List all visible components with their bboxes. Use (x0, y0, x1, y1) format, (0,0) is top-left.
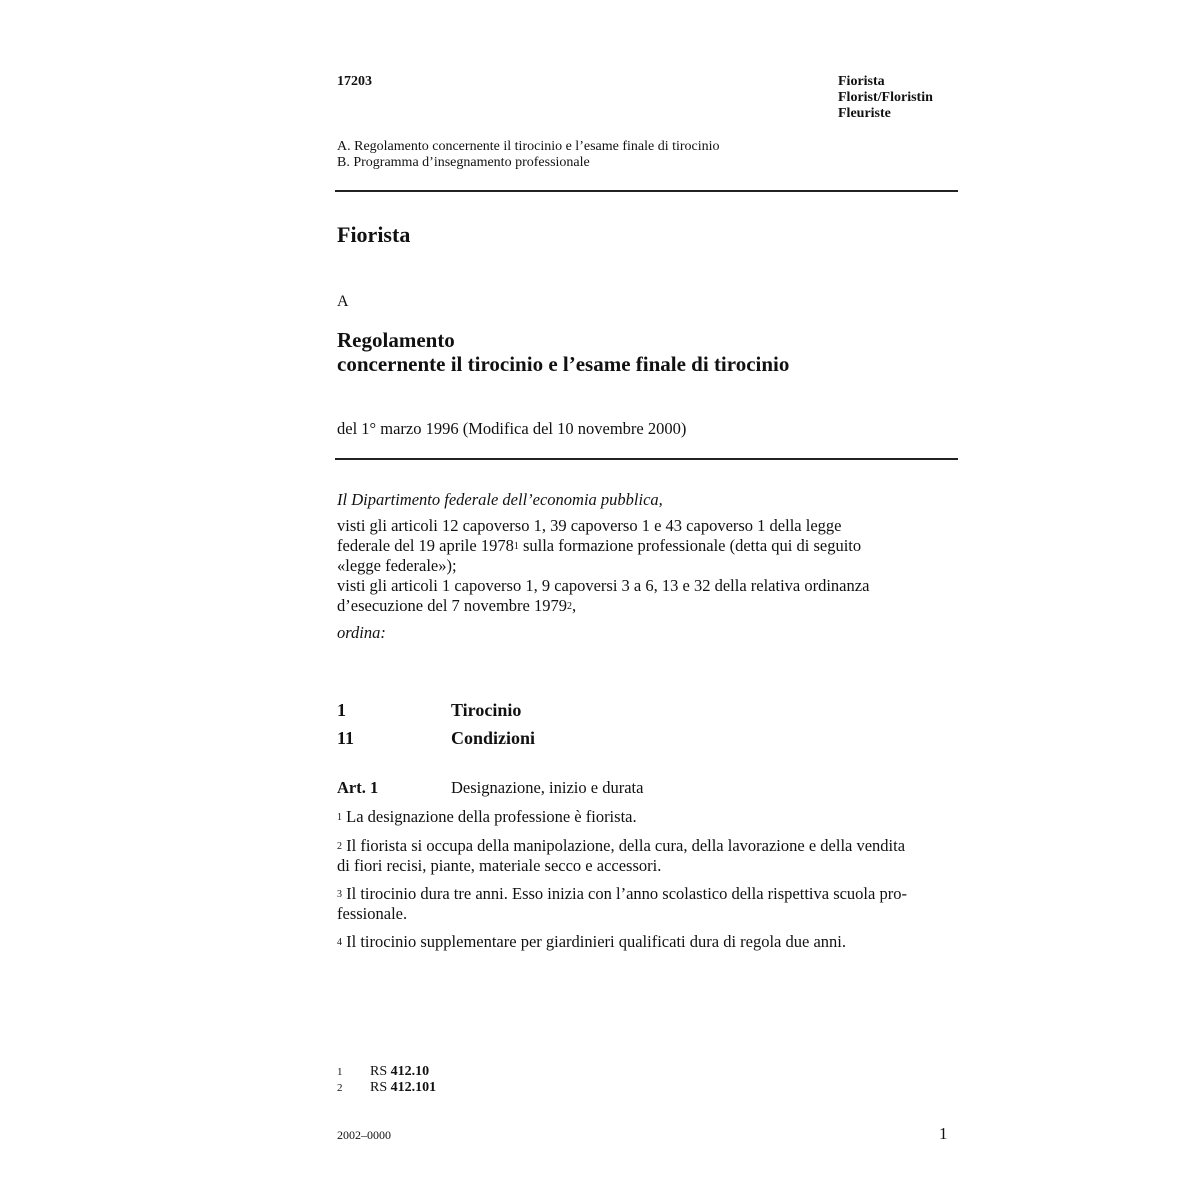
article-paragraph: $^3$ Il tirocinio dura tre anni. Esso inizia con l’anno scolastico della rispettiva scuola pro- fessionale. (337, 884, 907, 923)
footnote-number: 2 (337, 1082, 343, 1094)
footnote-number: 1 (337, 1066, 343, 1078)
section-letter: A (337, 293, 349, 310)
header-title-de: Florist/Floristin (838, 90, 933, 105)
paragraph-number: 4 (337, 937, 342, 948)
article-label: Art. 1 (337, 778, 379, 797)
section-title: Tirocinio (451, 700, 522, 720)
footnote-ref-2[interactable]: 2 (567, 601, 573, 612)
top-divider (335, 190, 958, 192)
paragraph-number: 1 (337, 812, 342, 823)
regulation-heading (337, 328, 789, 376)
footer-code: 2002–0000 (337, 1128, 391, 1142)
preamble-ordina: ordina: (337, 623, 386, 642)
middle-divider (335, 458, 958, 460)
preamble-visti (337, 516, 959, 616)
header-titles (838, 74, 933, 122)
article-paragraph: $^4$ Il tirocinio supplementare per giardinieri qualificati dura di regola due anni. (337, 932, 846, 951)
footnote: 1 RS 412.10 (337, 1064, 430, 1079)
paragraph-number: 3 (337, 889, 342, 900)
subsection-title: Condizioni (451, 728, 536, 748)
contents-list (337, 139, 720, 171)
document-title: Fiorista (337, 222, 411, 247)
article-title: Designazione, inizio e durata (451, 778, 644, 797)
preamble-visti2-line2: d’esecuzione del 7 novembre 1979$^2$, (337, 596, 577, 615)
subsection-number: 11 (337, 728, 355, 748)
footnotes (337, 1064, 436, 1096)
preamble-visti1-line1: visti gli articoli 12 capoverso 1, 39 capoverso 1 e 43 capoverso 1 della legge (337, 516, 842, 535)
preamble-authority: Il Dipartimento federale dell’economia pubblica, (337, 490, 663, 509)
article-paragraph: $^2$ Il fiorista si occupa della manipolazione, della cura, della lavorazione e della vendita di fiori recisi, piante, materiale secco e accessori. (337, 836, 906, 875)
contents-item-b: B. Programma d’insegnamento professionale (337, 155, 590, 170)
page-number: 1 (939, 1124, 948, 1143)
contents-item-a: A. Regolamento concernente il tirocinio e l’esame finale di tirocinio (337, 139, 720, 154)
regulation-heading-line1: Regolamento (337, 328, 455, 352)
header-title-it: Fiorista (838, 74, 885, 89)
footnote-ref-1[interactable]: 1 (513, 541, 519, 552)
footnote: 2 RS 412.101 (337, 1080, 437, 1095)
paragraph-number: 2 (337, 841, 342, 852)
section-number: 1 (337, 700, 346, 720)
header-title-fr: Fleuriste (838, 106, 891, 121)
document-number: 17203 (337, 74, 372, 89)
regulation-date: del 1° marzo 1996 (Modifica del 10 novembre 2000) (337, 419, 687, 438)
regulation-heading-line2: concernente il tirocinio e l’esame finale di tirocinio (337, 352, 790, 376)
preamble-visti2-line1: visti gli articoli 1 capoverso 1, 9 capoversi 3 a 6, 13 e 32 della relativa ordinanza (337, 576, 870, 595)
preamble-visti1-line3: «legge federale»); (337, 556, 457, 575)
preamble-visti1-line2: federale del 19 aprile 1978$^1$ sulla formazione professionale (detta qui di seguito (337, 536, 862, 555)
article-paragraph: $^1$ La designazione della professione è fiorista. (337, 807, 637, 826)
